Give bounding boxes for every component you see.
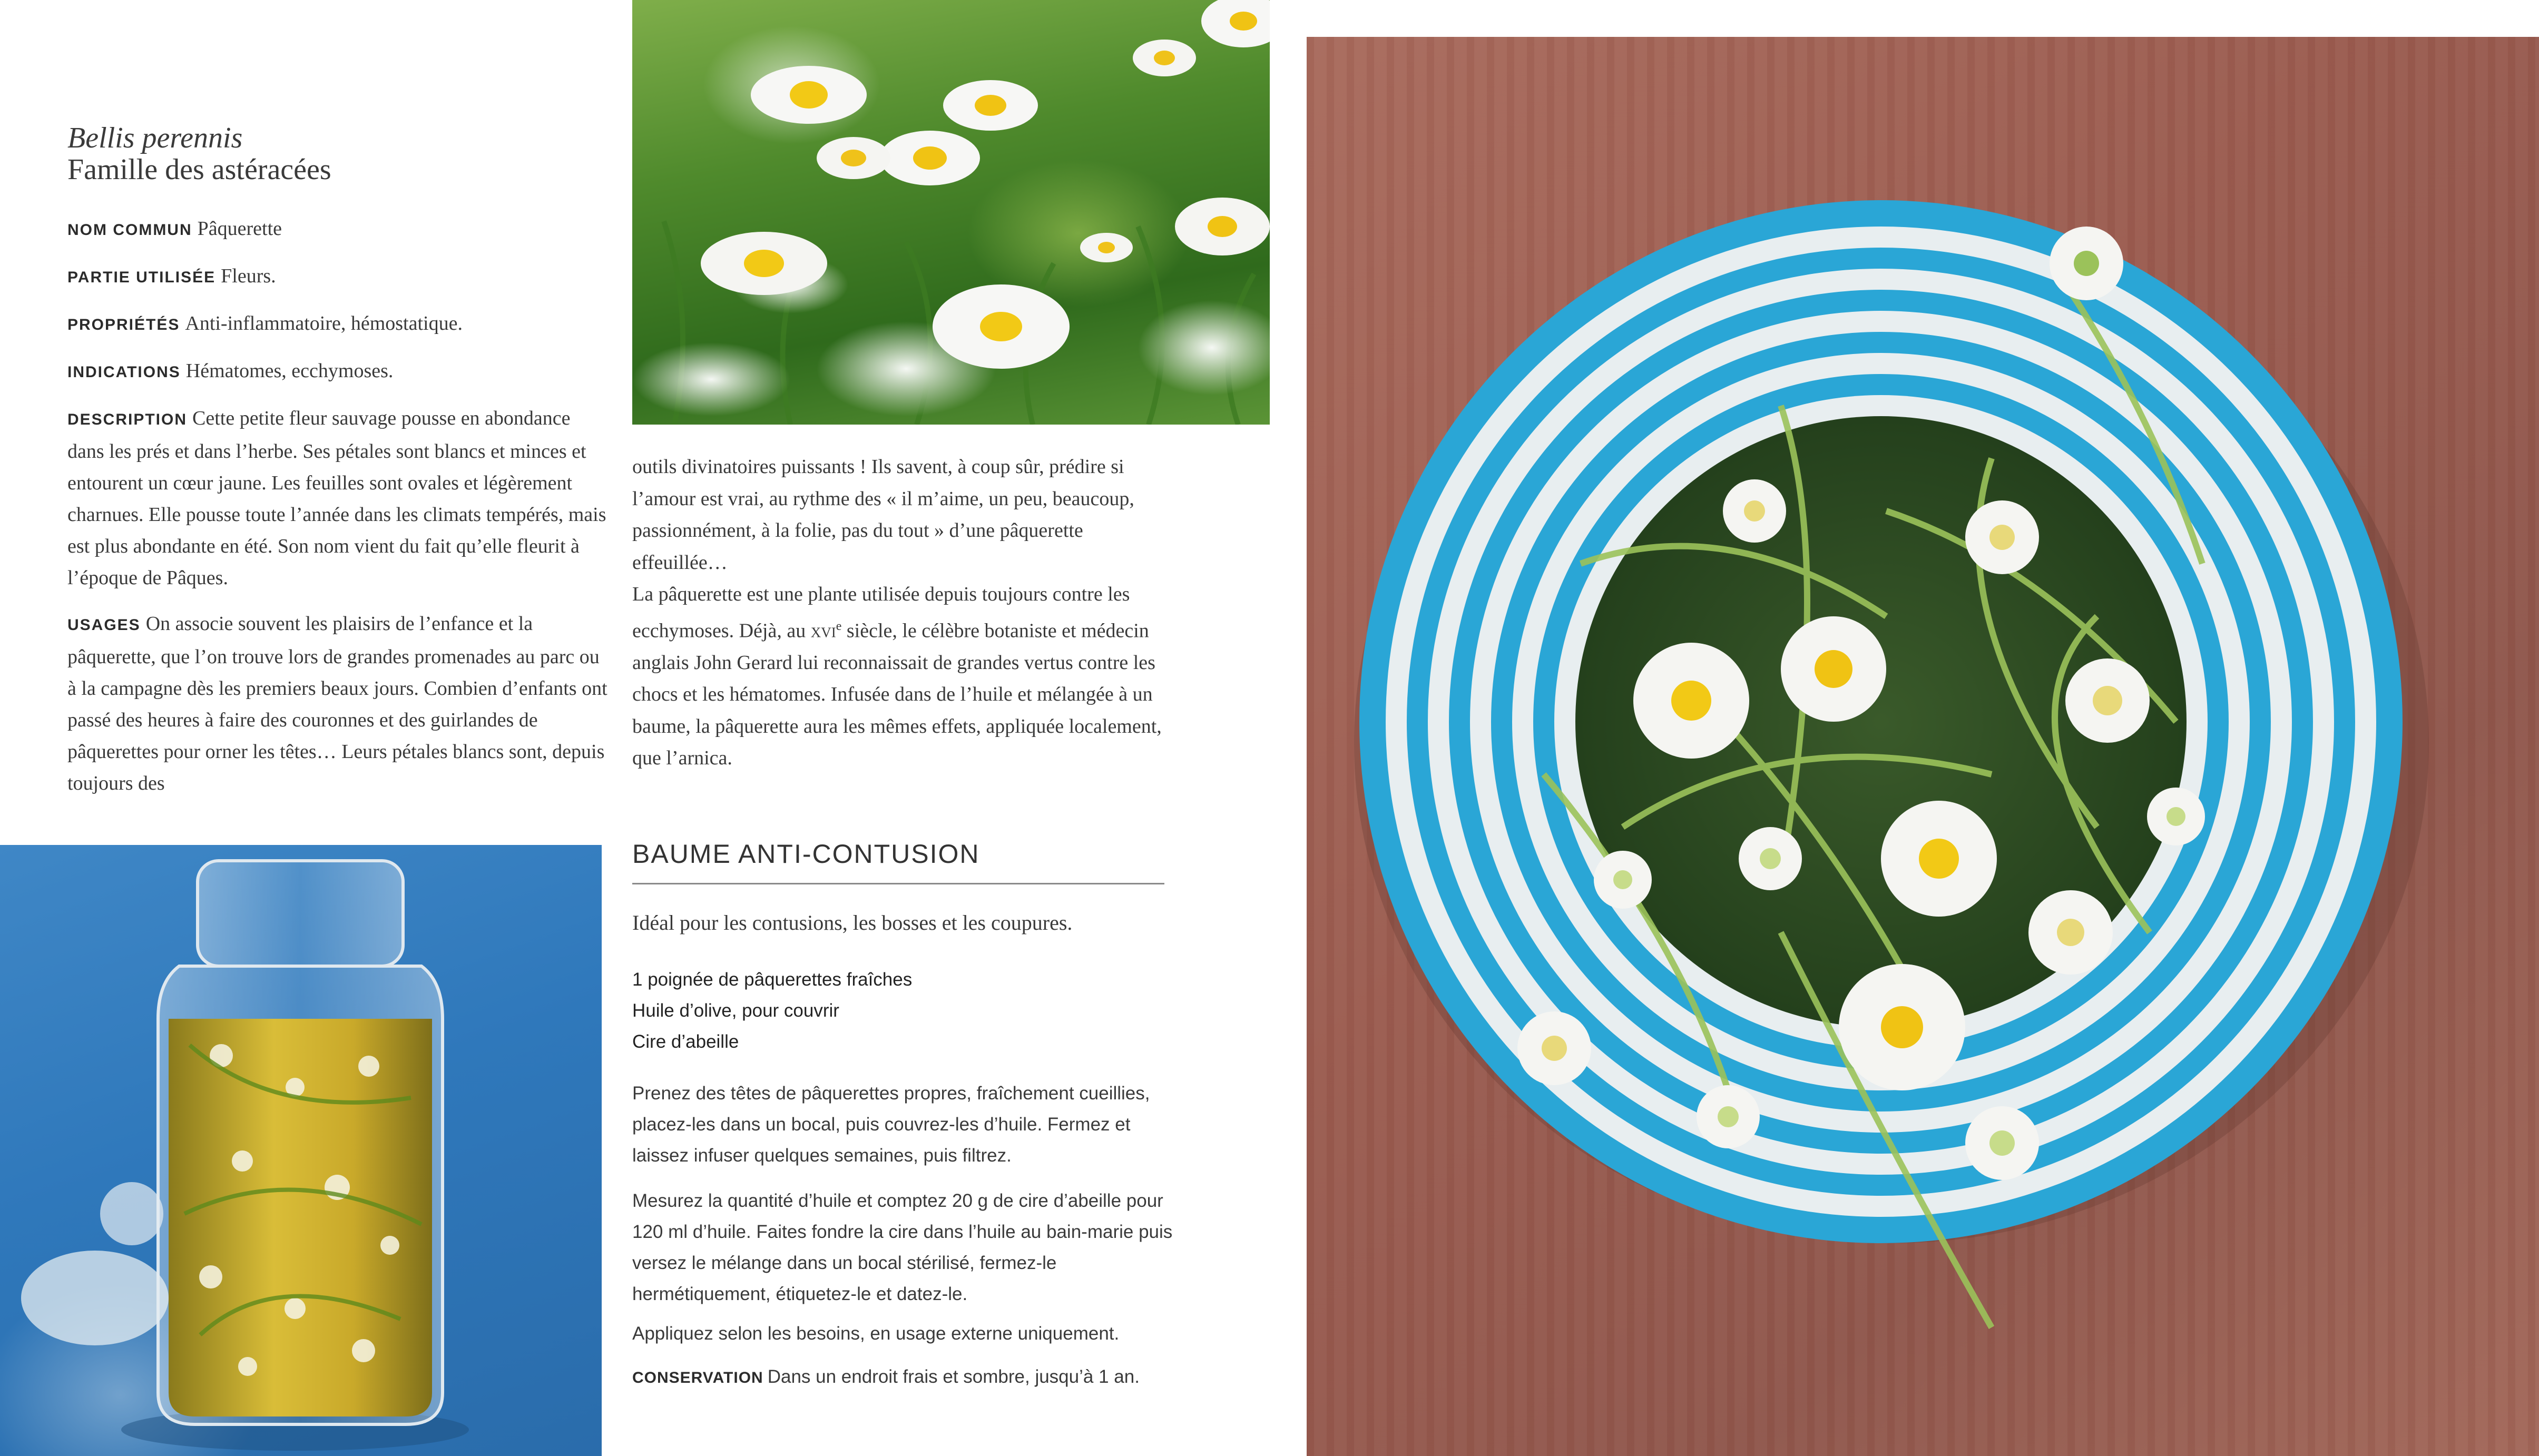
fact-common-name — [67, 213, 610, 246]
daisy-field-photo — [632, 0, 1270, 425]
fact-indications — [67, 355, 610, 388]
recipe-title: BAUME ANTI-CONTUSION — [632, 839, 980, 869]
latin-name: Bellis perennis — [67, 122, 243, 154]
usages-text: siècle, le célèbre botaniste et médecin anglais John Gerard lui reconnaissait de grandes vertus contre les chocs et les hématomes. Infusée dans de l’huile et mélangée à un baume, la pâquerette aura les mêmes effets, appliquée localement, que l’arnica. — [632, 619, 1162, 770]
conservation-label: CONSERVATION — [632, 1369, 763, 1386]
daisy-bowl-photo — [1307, 37, 2539, 1456]
family-name: Famille des astéracées — [67, 153, 331, 186]
fact-value: Fleurs. — [221, 265, 276, 287]
fact-part-used — [67, 260, 610, 293]
fact-label: INDICATIONS — [67, 363, 181, 381]
fact-value: Hématomes, ecchymoses. — [185, 360, 394, 382]
recipe-conservation — [632, 1361, 1175, 1393]
usages-paragraph — [632, 578, 1175, 774]
fact-value: Cette petite fleur sauvage pousse en abondance dans les prés et dans l’herbe. Ses pétales sont blancs et minces et entourent un cœur jaune. Les feuilles sont ovales et légèrement charnues. Elle pousse toute l’année dans les climats tempérés, mais est plus abondante en été. Son nom vient du fait qu’elle fleurit à l’époque de Pâques. — [67, 407, 606, 589]
usages-continued — [632, 451, 1175, 774]
ingredient-item: Cire d’abeille — [632, 1031, 739, 1052]
ingredients-list — [632, 964, 1175, 1057]
fact-label: PARTIE UTILISÉE — [67, 269, 216, 286]
recipe-step-1: Prenez des têtes de pâquerettes propres, fraîchement cueillies, placez-les dans un bocal, puis couvrez-les d’huile. Fermez et laissez infuser quelques semaines, puis filtrez. — [632, 1083, 1150, 1166]
century-numeral: xvi — [810, 619, 836, 642]
fact-properties — [67, 308, 610, 341]
ingredient-item: Huile d’olive, pour couvrir — [632, 1000, 839, 1021]
fact-label: PROPRIÉTÉS — [67, 316, 180, 333]
conservation-value: Dans un endroit frais et sombre, jusqu’à 1 an. — [767, 1366, 1140, 1387]
fact-value: Anti-inflammatoire, hémostatique. — [185, 312, 463, 335]
usages-paragraph: outils divinatoires puissants ! Ils savent, à coup sûr, prédire si l’amour est vrai, au rythme des « il m’aime, un peu, beaucoup, passionnément, à la folie, pas du tout » d’une pâquerette effeuillée… — [632, 456, 1134, 574]
fact-usages — [67, 608, 610, 799]
recipe-divider — [632, 883, 1164, 884]
recipe-step-2: Mesurez la quantité d’huile et comptez 20 g de cire d’abeille pour 120 ml d’huile. Faites fondre la cire dans l’huile au bain-marie puis versez le mélange dans un bocal stérilisé, fermez-le hermétiquement, étiquetez-le et datez-le. — [632, 1191, 1173, 1304]
oil-jar-photo — [0, 845, 602, 1456]
century-suffix: e — [836, 619, 842, 633]
fact-description — [67, 402, 610, 594]
ingredient-item: 1 poignée de pâquerettes fraîches — [632, 969, 913, 990]
fact-label: DESCRIPTION — [67, 411, 188, 428]
fact-label: USAGES — [67, 616, 141, 634]
recipe-step-3: Appliquez selon les besoins, en usage externe uniquement. — [632, 1323, 1120, 1344]
recipe-intro: Idéal pour les contusions, les bosses et les coupures. — [632, 911, 1073, 934]
fact-label: NOM COMMUN — [67, 221, 192, 239]
fact-value: Pâquerette — [197, 218, 282, 240]
fact-value: On associe souvent les plaisirs de l’enfance et la pâquerette, que l’on trouve lors de grandes promenades au parc ou à la campagne dès les premiers beaux jours. Combien d’enfants ont passé des heures à faire des couronnes et des guirlandes de pâquerettes pour orner les têtes… Leurs pétales blancs sont, depuis toujours des — [67, 613, 607, 794]
usages-text: La pâquerette est une plante utilisée depuis toujours contre les ecchymoses. Déjà, au — [632, 583, 1130, 642]
